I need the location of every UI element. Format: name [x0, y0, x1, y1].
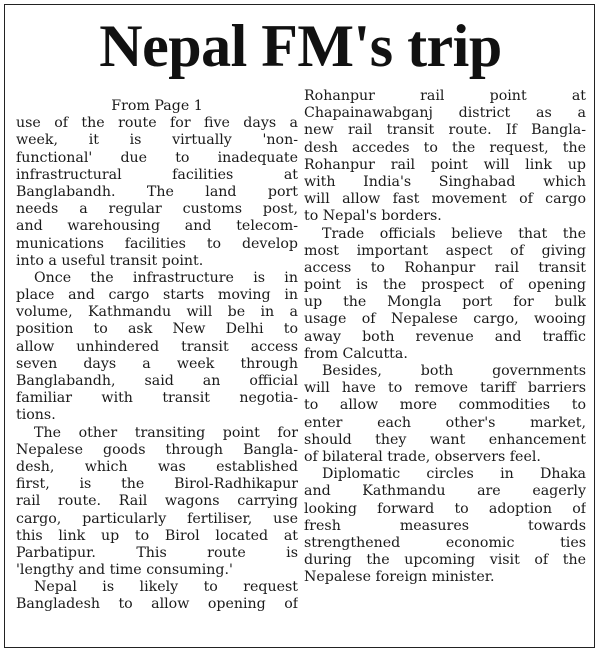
text-line: enter each other's market, — [304, 414, 586, 431]
text-line: this link up to Birol located at — [16, 527, 298, 544]
text-line: to allow more commodities to — [304, 397, 586, 414]
text-line: most important aspect of giving — [304, 242, 586, 259]
text-line: should they want enhancement — [304, 431, 586, 448]
text-line: needs a regular customs post, — [16, 201, 298, 218]
text-line: first, is the Birol-Radhikapur — [16, 476, 298, 493]
text-line: position to ask New Delhi to — [16, 321, 298, 338]
text-line: to Nepal's borders. — [304, 208, 442, 225]
text-line: Banglabandh. The land port — [16, 183, 298, 200]
text-line: new rail transit route. If Bangla- — [304, 122, 586, 139]
text-line: away both revenue and traffic — [304, 328, 586, 345]
right-column — [304, 88, 586, 586]
text-line: Rohanpur rail point will link up — [304, 156, 586, 173]
text-line: and Kathmandu are eagerly — [304, 483, 586, 500]
text-line: Besides, both governments — [322, 363, 586, 379]
text-line: Nepalese foreign minister. — [304, 569, 495, 586]
text-line: looking forward to adoption of — [304, 500, 586, 517]
headline: Nepal FM's trip — [99, 13, 502, 79]
text-line: The other transiting point for — [34, 424, 298, 441]
text-line: Trade officials believe that the — [322, 225, 586, 242]
text-line: functional' due to inadequate — [16, 149, 298, 166]
text-line: desh accedes to the request, the — [304, 139, 586, 156]
text-line: place and cargo starts moving in — [16, 287, 298, 304]
text-line: Parbatipur. This route is — [16, 544, 298, 561]
text-line: Chapainawabganj district as a — [304, 105, 586, 122]
text-line: Diplomatic circles in Dhaka — [322, 466, 586, 483]
text-line: infrastructural facilities at — [16, 166, 298, 183]
text-line: familiar with transit negotia- — [16, 390, 298, 407]
text-line: munications facilities to develop — [16, 235, 298, 252]
text-line: allow unhindered transit access — [16, 338, 298, 355]
text-line: Nepalese goods through Bangla- — [16, 441, 298, 458]
text-line: cargo, particularly fertiliser, use — [16, 510, 298, 527]
text-line: Bangladesh to allow opening of — [16, 596, 298, 613]
text-line: week, it is virtually 'non- — [16, 132, 298, 149]
text-line: 'lengthy and time consuming.' — [16, 562, 233, 579]
text-line: up the Mongla port for bulk — [304, 294, 586, 311]
text-line: rail route. Rail wagons carrying — [16, 493, 298, 510]
text-line: fresh measures towards — [304, 517, 586, 534]
text-line: point is the prospect of opening — [304, 277, 586, 294]
text-line: will allow fast movement of cargo — [304, 191, 586, 208]
text-line: volume, Kathmandu will be in a — [16, 304, 298, 321]
text-line: into a useful transit point. — [16, 252, 204, 269]
text-line: desh, which was established — [16, 458, 298, 475]
text-line: strengthened economic ties — [304, 534, 586, 551]
text-line: access to Rohanpur rail transit — [304, 259, 586, 276]
text-line: from Calcutta. — [304, 345, 408, 362]
left-column — [16, 98, 298, 614]
text-line: use of the route for five days a — [16, 115, 298, 132]
text-line: usage of Nepalese cargo, wooing — [304, 311, 586, 328]
jump-line: From Page 1 — [111, 98, 203, 114]
text-line: Nepal is likely to request — [34, 579, 298, 596]
text-line: tions. — [16, 407, 56, 424]
text-line: will have to remove tariff barriers — [304, 380, 586, 397]
text-line: and warehousing and telecom- — [16, 218, 298, 235]
text-line: Banglabandh, said an official — [16, 373, 298, 389]
text-line: of bilateral trade, observers feel. — [304, 448, 541, 465]
text-line: with India's Singhabad which — [304, 173, 586, 190]
text-line: Rohanpur rail point at — [304, 88, 586, 104]
text-line: seven days a week through — [16, 355, 298, 372]
text-line: during the upcoming visit of the — [304, 552, 586, 569]
text-line: Once the infrastructure is in — [34, 269, 298, 286]
